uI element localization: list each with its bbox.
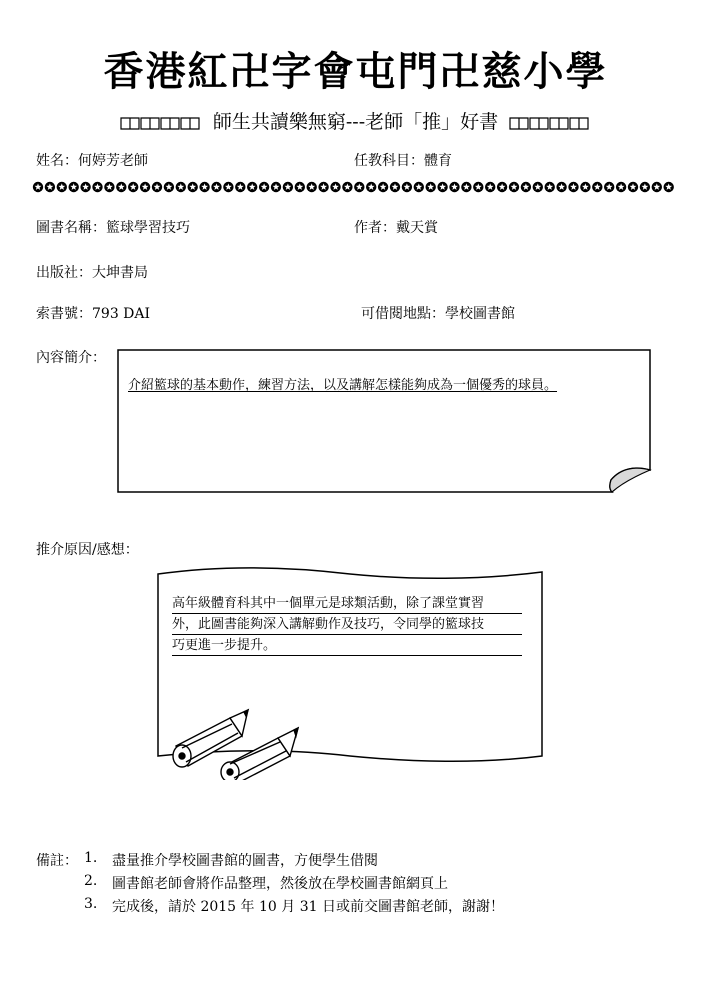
summary-scroll-box: [116, 348, 656, 494]
reason-line-1: 高年級體育科其中一個單元是球類活動，除了課堂實習: [172, 592, 522, 614]
subject-field: 任教科目：體育: [354, 153, 452, 169]
call-number-field: 索書號：793 DAI: [36, 306, 151, 322]
open-book-icons-left: [119, 115, 203, 131]
summary-text: 介紹籃球的基本動作，練習方法，以及講解怎樣能夠成為一個優秀的球員。: [128, 377, 558, 392]
reason-line-2: 外，此圖書能夠深入講解動作及技巧，令同學的籃球技: [172, 613, 522, 635]
remarks-label: 備註：: [36, 853, 78, 869]
summary-label: 內容簡介：: [36, 350, 106, 366]
pencils-icon: [168, 706, 308, 780]
remark-num-1: 1.: [84, 850, 98, 866]
subtitle-text: 師生共讀樂無窮---老師「推」好書: [212, 111, 499, 133]
remark-text-2: 圖書館老師會將作品整理，然後放在學校圖書館網頁上: [112, 876, 448, 892]
name-field: 姓名：何婷芳老師: [36, 153, 148, 169]
remark-num-2: 2.: [84, 873, 98, 889]
open-book-icons-right: [508, 115, 592, 131]
author-field: 作者：戴天賞: [354, 220, 438, 236]
remark-num-3: 3.: [84, 896, 98, 912]
subtitle-row: [0, 107, 711, 134]
reason-line-3: 巧更進一步提升。: [172, 634, 522, 656]
reason-label: 推介原因/感想：: [36, 542, 139, 558]
remark-text-3: 完成後，請於 2015 年 10 月 31 日或前交圖書館老師，謝謝！: [112, 899, 504, 915]
publisher-field: 出版社：大坤書局: [36, 265, 148, 281]
location-field: 可借閱地點：學校圖書館: [361, 306, 515, 322]
remark-text-1: 盡量推介學校圖書館的圖書，方便學生借閱: [112, 853, 378, 869]
decorative-border-icon: [32, 180, 678, 194]
book-title-field: 圖書名稱：籃球學習技巧: [36, 220, 190, 236]
school-name: 香港紅卍字會屯門卍慈小學: [103, 48, 608, 95]
